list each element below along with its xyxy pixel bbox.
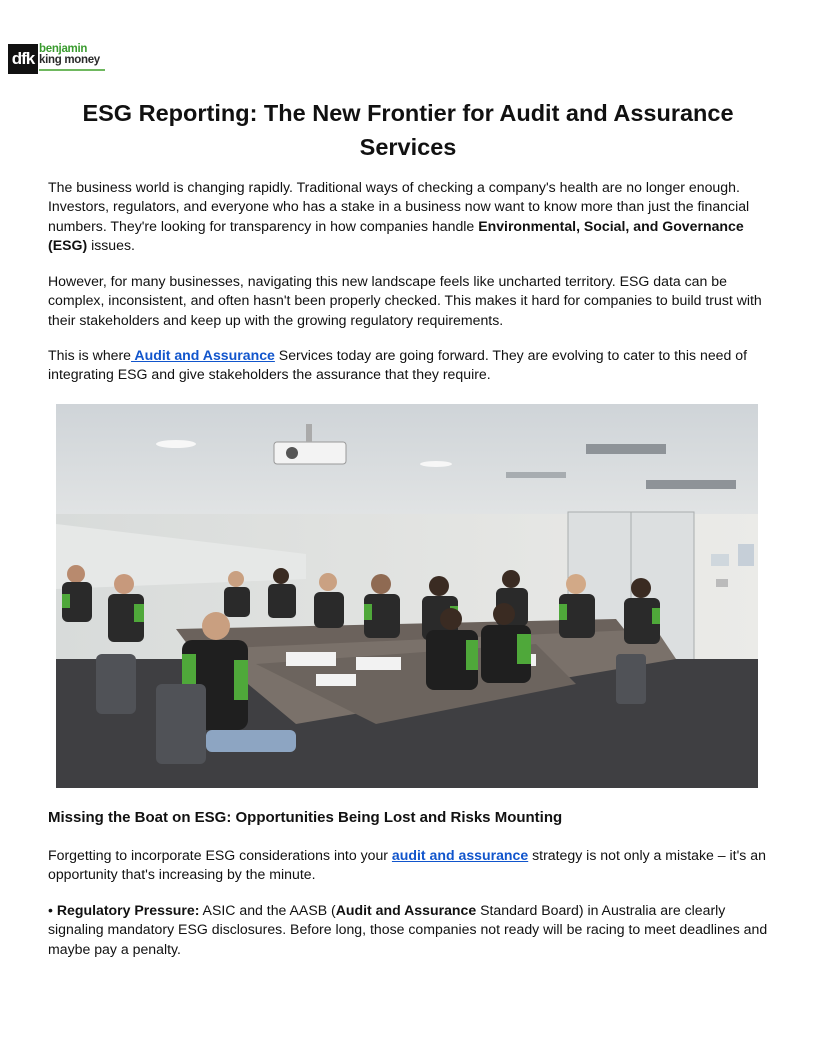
audit-and-assurance-link[interactable]: Audit and Assurance — [131, 347, 275, 363]
bullet-marker: • — [48, 902, 57, 918]
company-logo — [8, 44, 108, 76]
training-room-photo — [56, 404, 758, 788]
bullet-label: Regulatory Pressure: — [56, 902, 200, 918]
section-p1-before: Forgetting to incorporate ESG considerations into your — [48, 847, 392, 863]
section-paragraph-1 — [48, 846, 772, 885]
logo-wordmark — [39, 44, 100, 66]
section-p1-after: strategy is not only a mistake – it's an opportunity that's increasing by the minute. — [48, 847, 766, 883]
intro-p1-end: issues. — [87, 237, 135, 254]
section-heading: Missing the Boat on ESG: Opportunities Being Lost and Risks Mounting — [48, 809, 563, 826]
logo-tagline-rule — [39, 69, 105, 71]
audit-and-assurance-strategy-link[interactable]: audit and assurance — [391, 847, 529, 863]
logo-mark: dfk — [8, 44, 38, 74]
intro-paragraph-3 — [48, 346, 772, 385]
bullet-text-1: ASIC and the AASB ( — [199, 902, 336, 918]
esg-term: Environmental, Social, and Governance (ESG) — [48, 217, 744, 254]
intro-p3-after: Services today are going forward. They are evolving to cater to this need of integrating ESG and give stakeholders the assurance that they require. — [48, 347, 748, 383]
intro-p3-before: This is where — [48, 347, 132, 363]
bullet-text-2: Standard Board) in Australia are clearly signaling mandatory ESG disclosures. Before long, those companies not ready will be racing to meet deadlines and maybe pay a penalty. — [48, 902, 768, 957]
logo-line-1: benjamin — [39, 43, 88, 55]
page-title: ESG Reporting: The New Frontier for Audit and Assurance Services — [82, 100, 734, 160]
intro-paragraph-1 — [48, 178, 772, 256]
logo-line-2: king money — [39, 54, 100, 66]
photo-illustration — [56, 404, 758, 788]
regulatory-pressure-bullet — [48, 901, 772, 959]
intro-p1-text: The business world is changing rapidly. Traditional ways of checking a company's health are no longer enough. Investors, regulators, and everyone who has a stake in a business now want to know more than just the financial numbers. They're looking for transparency in how companies handle — [48, 179, 750, 234]
bullet-bold-term: Audit and Assurance — [335, 902, 477, 918]
intro-paragraph-2: However, for many businesses, navigating this new landscape feels like uncharted territory. ESG data can be complex, inconsistent, and often hasn't been properly checked. This makes it hard for companies to build trust with their stakeholders and keep up with the growing regulatory requirements. — [48, 273, 762, 328]
